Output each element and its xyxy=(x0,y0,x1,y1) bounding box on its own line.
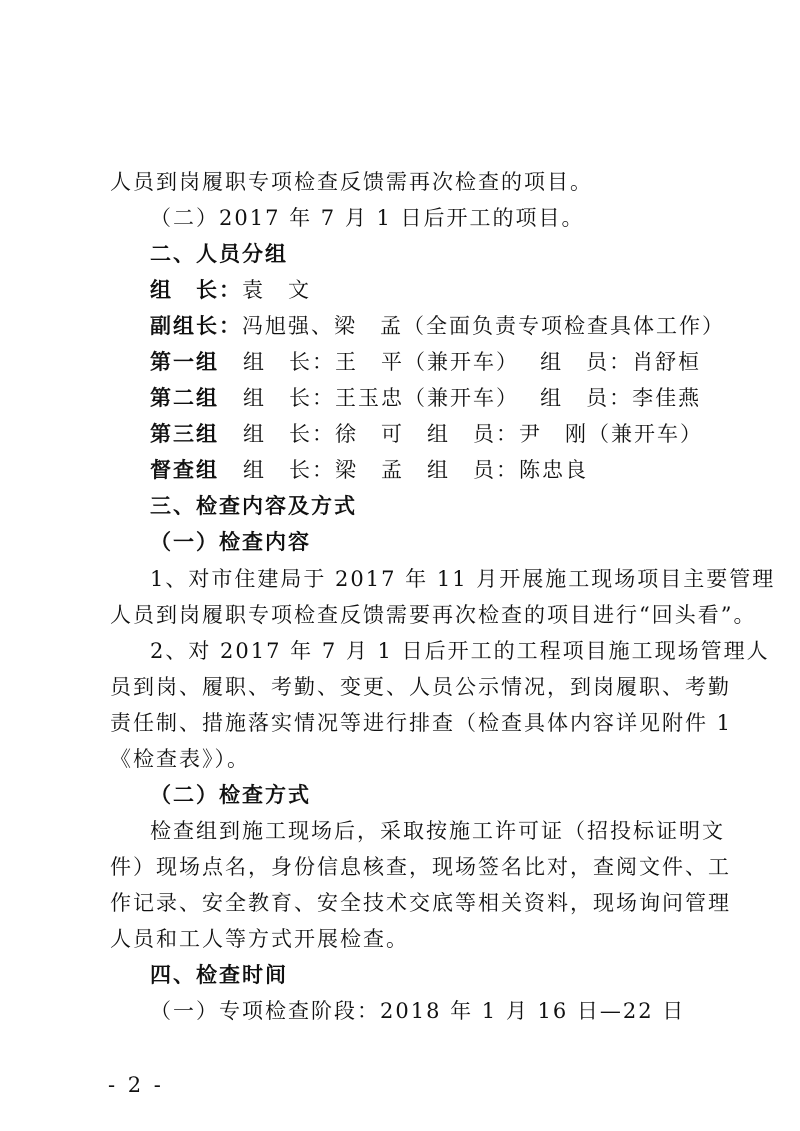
paragraph-line: 人员到岗履职专项检查反馈需再次检查的项目。 xyxy=(110,170,593,194)
subsection-heading: （二）检查方式 xyxy=(150,783,311,807)
group-text: 组 长：梁 孟 组 员：陈忠良 xyxy=(243,458,588,482)
section-heading: 四、检查时间 xyxy=(150,963,288,987)
paragraph-line: 《检查表》）。 xyxy=(110,747,250,771)
group-row xyxy=(150,348,701,376)
leader-label: 组 长： xyxy=(150,278,242,302)
deputy-label: 副组长： xyxy=(150,314,242,338)
group-label: 第二组 xyxy=(150,386,219,410)
section-heading: 三、检查内容及方式 xyxy=(150,494,357,518)
group-text: 组 长：王玉忠（兼开车） 组 员：李佳燕 xyxy=(243,386,702,410)
paragraph-line: 员到岗、履职、考勤、变更、人员公示情况，到岗履职、考勤 xyxy=(110,675,731,699)
group-row xyxy=(150,420,703,448)
page-number: - 2 - xyxy=(108,1073,164,1097)
leader-row xyxy=(150,276,311,304)
paragraph-line: 人员到岗履职专项检查反馈需要再次检查的项目进行“回头看”。 xyxy=(110,603,757,627)
group-text: 组 长：徐 可 组 员：尹 刚（兼开车） xyxy=(243,422,703,446)
deputy-value: 冯旭强、梁 孟（全面负责专项检查具体工作） xyxy=(242,314,725,338)
paragraph-line: （一）专项检查阶段：2018 年 1 月 16 日—22 日 xyxy=(150,999,686,1023)
paragraph-line: 责任制、措施落实情况等进行排查（检查具体内容详见附件 1 xyxy=(110,711,733,735)
paragraph-line: 件）现场点名，身份信息核查，现场签名比对，查阅文件、工 xyxy=(110,855,731,879)
subsection-heading: （一）检查内容 xyxy=(150,530,311,554)
deputy-row xyxy=(150,312,725,340)
paragraph-line: 2、对 2017 年 7 月 1 日后开工的工程项目施工现场管理人 xyxy=(150,639,770,663)
leader-value: 袁 文 xyxy=(242,278,311,302)
section-heading: 二、人员分组 xyxy=(150,242,288,266)
paragraph-line: 作记录、安全教育、安全技术交底等相关资料，现场询问管理 xyxy=(110,891,731,915)
group-row xyxy=(150,456,588,484)
paragraph-line: 人员和工人等方式开展检查。 xyxy=(110,927,409,951)
paragraph-line: 1、对市住建局于 2017 年 11 月开展施工现场项目主要管理 xyxy=(150,567,776,591)
group-row xyxy=(150,384,701,412)
group-label: 督查组 xyxy=(150,458,219,482)
group-label: 第三组 xyxy=(150,422,219,446)
paragraph-line: 检查组到施工现场后，采取按施工许可证（招投标证明文 xyxy=(150,819,725,843)
group-label: 第一组 xyxy=(150,350,219,374)
group-text: 组 长：王 平（兼开车） 组 员：肖舒桓 xyxy=(243,350,702,374)
paragraph-line: （二）2017 年 7 月 1 日后开工的项目。 xyxy=(150,206,585,230)
